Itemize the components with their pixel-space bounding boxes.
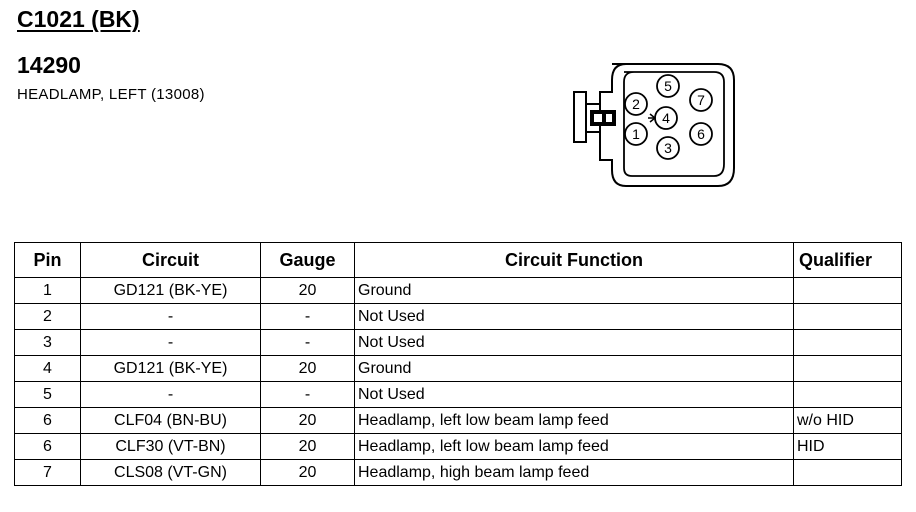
- cell-gauge: -: [261, 304, 355, 330]
- connector-title: C1021 (BK): [17, 6, 140, 32]
- cell-circuit: CLF30 (VT-BN): [81, 434, 261, 460]
- table-row: [15, 434, 902, 460]
- cell-qualifier: [794, 382, 902, 408]
- cell-circuit: CLF04 (BN-BU): [81, 408, 261, 434]
- cell-function: Headlamp, left low beam lamp feed: [355, 408, 794, 434]
- cell-qualifier: [794, 356, 902, 382]
- table-row: [15, 408, 902, 434]
- pin-cavity-2: [625, 93, 647, 115]
- pin-cavity-5: [657, 75, 679, 97]
- cell-qualifier: [794, 278, 902, 304]
- cell-circuit: GD121 (BK-YE): [81, 356, 261, 382]
- cell-circuit: CLS08 (VT-GN): [81, 460, 261, 486]
- pin-number-label: 1: [632, 126, 640, 142]
- table-row: [15, 278, 902, 304]
- pin-number-label: 3: [664, 140, 672, 156]
- pin-number-label: 6: [697, 126, 705, 142]
- cell-gauge: -: [261, 330, 355, 356]
- cell-qualifier: HID: [794, 434, 902, 460]
- pin-cavity-4: [655, 107, 677, 129]
- pin-number-label: 2: [632, 96, 640, 112]
- cell-pin: 2: [15, 304, 81, 330]
- arrow-icon: [648, 114, 655, 122]
- cell-function: Ground: [355, 356, 794, 382]
- header-qualifier: Qualifier: [794, 243, 902, 278]
- pin-number-label: 5: [664, 78, 672, 94]
- pin-cavity-7: [690, 89, 712, 111]
- pin-cavity-1: [625, 123, 647, 145]
- cell-function: Headlamp, left low beam lamp feed: [355, 434, 794, 460]
- cell-qualifier: [794, 460, 902, 486]
- cell-gauge: 20: [261, 356, 355, 382]
- cell-function: Not Used: [355, 330, 794, 356]
- cell-circuit: -: [81, 330, 261, 356]
- cell-circuit: GD121 (BK-YE): [81, 278, 261, 304]
- cell-circuit: -: [81, 382, 261, 408]
- cell-qualifier: [794, 330, 902, 356]
- cell-function: Not Used: [355, 304, 794, 330]
- cell-pin: 4: [15, 356, 81, 382]
- table-row: [15, 460, 902, 486]
- cell-pin: 1: [15, 278, 81, 304]
- cell-gauge: -: [261, 382, 355, 408]
- cell-pin: 3: [15, 330, 81, 356]
- table-row: [15, 330, 902, 356]
- pin-cavity-3: [657, 137, 679, 159]
- cell-function: Headlamp, high beam lamp feed: [355, 460, 794, 486]
- header-circuit-function: Circuit Function: [355, 243, 794, 278]
- table-header-row: [15, 243, 902, 278]
- header-gauge: Gauge: [261, 243, 355, 278]
- cell-function: Not Used: [355, 382, 794, 408]
- connector-description: HEADLAMP, LEFT (13008): [17, 86, 205, 103]
- cell-qualifier: [794, 304, 902, 330]
- cell-pin: 7: [15, 460, 81, 486]
- connector-latch: [574, 92, 586, 142]
- cell-gauge: 20: [261, 434, 355, 460]
- cell-gauge: 20: [261, 408, 355, 434]
- cell-pin: 6: [15, 408, 81, 434]
- cell-circuit: -: [81, 304, 261, 330]
- table-row: [15, 382, 902, 408]
- header-circuit: Circuit: [81, 243, 261, 278]
- header-pin: Pin: [15, 243, 81, 278]
- pin-number-label: 4: [662, 110, 670, 126]
- cell-gauge: 20: [261, 278, 355, 304]
- table-row: [15, 304, 902, 330]
- cell-qualifier: w/o HID: [794, 408, 902, 434]
- pin-cavity-6: [690, 123, 712, 145]
- cell-gauge: 20: [261, 460, 355, 486]
- pin-number-label: 7: [697, 92, 705, 108]
- cell-function: Ground: [355, 278, 794, 304]
- cell-pin: 5: [15, 382, 81, 408]
- table-row: [15, 356, 902, 382]
- connector-face-diagram: [568, 60, 738, 190]
- cell-pin: 6: [15, 434, 81, 460]
- part-number: 14290: [17, 52, 81, 78]
- pinout-table: [14, 242, 902, 486]
